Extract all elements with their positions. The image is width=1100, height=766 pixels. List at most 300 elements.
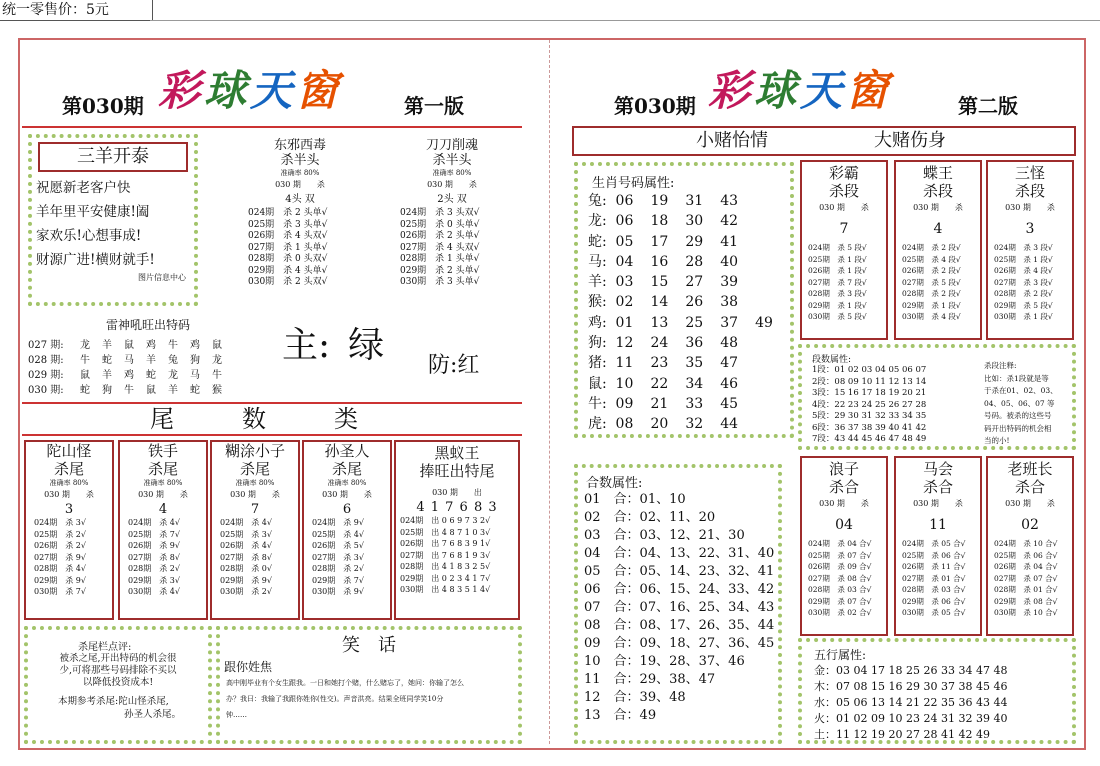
weishu-rule-bottom <box>22 434 522 436</box>
duan-period: 030 期 杀 <box>1005 203 1055 212</box>
duan-history-row: 029期 杀 1 段√ <box>808 300 867 310</box>
leishen-zodiac: 马 <box>124 355 134 366</box>
duan-history-row: 024期 杀 5 段√ <box>808 243 867 252</box>
zodiac-number <box>755 374 790 394</box>
zodiac-animal: 牛: <box>588 395 607 412</box>
zodiac-animal: 猴: <box>588 294 607 311</box>
tail-subtitle: 杀尾 <box>147 460 178 478</box>
zodiac-row <box>588 292 790 312</box>
tail-accuracy: 准确率 80% <box>235 479 275 487</box>
zodiac-number: 10 <box>615 375 634 392</box>
zodiac-number: 24 <box>650 335 669 352</box>
zodiac-number: 32 <box>685 416 704 433</box>
duan-history-row: 024期 杀 3 段√ <box>994 243 1053 252</box>
tail-title: 陀山怪 <box>46 442 92 460</box>
zodiac-number: 36 <box>685 335 704 352</box>
leishen-period: 028 期: <box>28 355 64 366</box>
leishen-zodiac: 鸡 <box>124 370 134 381</box>
duan-subtitle: 杀段 <box>828 182 859 200</box>
zodiac-number: 20 <box>650 416 669 433</box>
page2-edition: 第二版 <box>958 94 1018 118</box>
heiwang-title: 黑蚁王 <box>434 444 480 462</box>
tail-history-row: 028期 杀 4√ <box>34 564 86 573</box>
heji-row: 13 合：49 <box>584 708 657 723</box>
tail-title: 铁手 <box>147 442 178 460</box>
tail-accuracy: 准确率 80% <box>143 479 183 487</box>
he-history <box>988 538 1072 619</box>
tail-period: 030 期 杀 <box>322 490 372 499</box>
tail-history-row: 024期 杀 4√ <box>220 518 272 527</box>
tail-subtitle: 杀尾 <box>239 460 270 478</box>
he-history-row: 028期 杀 03 合√ <box>808 585 872 594</box>
duan-history-row: 025期 杀 1 段√ <box>808 254 867 264</box>
zodiac-animal: 兔: <box>588 193 607 209</box>
joke-box <box>216 626 522 744</box>
he-history-row: 028期 杀 01 合√ <box>994 585 1058 594</box>
leishen-period: 029 期: <box>28 370 64 381</box>
wuxing-box <box>798 638 1076 744</box>
zodiac-row <box>588 313 790 333</box>
zodiac-animal: 鼠: <box>588 375 607 392</box>
duan-column <box>986 160 1074 340</box>
zodiac-number: 02 <box>615 294 634 311</box>
he-history-row: 024期 杀 10 合√ <box>994 539 1058 548</box>
he-history <box>802 538 886 619</box>
tail-history <box>120 517 206 598</box>
tail-period: 030 期 杀 <box>230 490 280 499</box>
tail-history-row: 030期 杀 4√ <box>128 587 180 596</box>
zodiac-number <box>755 252 790 272</box>
tail-period: 030 期 杀 <box>44 490 94 499</box>
duan-column <box>800 160 888 340</box>
he-subtitle: 杀合 <box>828 478 859 496</box>
leishen-zodiac: 鼠 <box>80 370 90 381</box>
leishen-zodiac: 羊 <box>102 340 112 351</box>
zodiac-number: 49 <box>755 314 773 331</box>
zodiac-number <box>755 211 790 231</box>
heji-row: 05 合：05、14、23、32、41 <box>584 564 775 579</box>
tail-column <box>210 440 300 620</box>
zodiac-number: 26 <box>685 294 704 311</box>
main-color <box>282 326 384 366</box>
zodiac-number: 25 <box>685 314 704 331</box>
he-current: 11 <box>929 517 947 533</box>
duan-history-row: 030期 杀 4 段√ <box>902 312 961 321</box>
dongxie-title: 东邪西毒 <box>273 138 326 153</box>
he-history-row: 024期 杀 04 合√ <box>808 539 872 548</box>
fang-label: 防: <box>428 353 458 378</box>
leishen-zodiac: 鼠 <box>124 340 134 351</box>
zodiac-number: 45 <box>720 395 739 412</box>
zodiac-animal: 羊: <box>588 274 607 291</box>
tail-history-row: 024期 杀 3√ <box>34 518 86 527</box>
leishen-zodiac: 蛇 <box>146 370 156 381</box>
duan-history-row: 028期 杀 2 段√ <box>994 289 1053 298</box>
tail-history-row: 024期 杀 9√ <box>312 518 364 527</box>
he-history-row: 028期 杀 03 合√ <box>902 585 966 594</box>
leishen-row <box>28 383 238 398</box>
tail-history-row: 025期 杀 3√ <box>220 529 272 539</box>
he-subtitle: 杀合 <box>922 478 953 496</box>
zodiac-animal: 狗: <box>588 335 607 352</box>
tail-history-row: 029期 杀 9√ <box>34 575 86 585</box>
zodiac-number: 40 <box>720 253 739 270</box>
zodiac-number: 37 <box>720 314 739 331</box>
leishen-title: 雷神吼旺出特码 <box>105 318 190 332</box>
zodiac-number: 09 <box>615 395 634 412</box>
zodiac-number: 34 <box>685 375 704 392</box>
zodiac-number: 15 <box>650 274 669 291</box>
leishen-zodiac: 羊 <box>102 370 112 381</box>
duan-history-row: 026期 杀 4 段√ <box>994 266 1053 275</box>
duan-history-row: 030期 杀 1 段√ <box>994 312 1053 321</box>
duan-current: 3 <box>1025 221 1035 237</box>
tail-accuracy: 准确率 80% <box>327 479 367 487</box>
tail-history-row: 025期 杀 2√ <box>34 529 86 539</box>
sanyang-footer: 图片信息中心 <box>138 273 186 282</box>
dongxie-panel <box>240 138 360 289</box>
zodiac-animal: 鸡: <box>588 314 607 331</box>
slogan-bar <box>572 126 1076 156</box>
zodiac-row <box>588 353 790 373</box>
zodiac-number: 46 <box>720 375 739 392</box>
zodiac-number: 33 <box>685 395 704 412</box>
wuxing-rows: 金：03 04 17 18 25 26 33 34 47 48 木：07 08 15 16 29 30 37 38 45 46 水：05 06 13 14 21 22 35 36 43 44 火：01 02 09 10 23 24 31 32 39 40 土：11 12 19 20 27 28 41 42 49 <box>814 664 1008 741</box>
sanyang-lines: 祝愿新老客户快 羊年里平安健康!阖 家欢乐!心想事成! 财源广进!横财就手! <box>36 180 155 268</box>
leishen-zodiac: 牛 <box>212 370 222 381</box>
tail-history-row: 027期 杀 8√ <box>128 552 180 562</box>
zodiac-number: 12 <box>615 335 634 352</box>
zodiac-number: 17 <box>650 233 669 250</box>
zodiac-number: 16 <box>650 253 669 270</box>
heji-row: 07 合：07、16、25、34、43 <box>584 600 775 615</box>
zodiac-row <box>588 211 790 231</box>
zodiac-number: 04 <box>615 253 634 270</box>
leishen-zodiac: 龙 <box>168 370 178 381</box>
he-column <box>800 456 888 636</box>
page2-logo: 彩球天窗 <box>708 66 893 115</box>
dongxie-current: 4头 双 <box>285 194 315 205</box>
sanyang-box <box>28 134 198 306</box>
tail-subtitle: 杀尾 <box>53 460 84 478</box>
joke-text: 高中刚毕业有个女生跟我。一日和她打个赌，什么赌忘了，她问：你输了怎么 办？我曰：我输了我跟你姓你(性交)。声音洪亮。结果全班同学笑10分 钟…… <box>226 679 464 719</box>
duan-attr-box <box>798 344 1076 450</box>
he-history-row: 030期 杀 02 合√ <box>808 608 872 617</box>
tail-current: 6 <box>342 502 352 517</box>
zodiac-number: 01 <box>615 314 634 331</box>
he-history-row: 027期 杀 01 合√ <box>902 573 966 583</box>
heji-row: 06 合：06、15、24、33、42 <box>584 582 775 597</box>
zodiac-row <box>588 414 790 434</box>
zodiac-animal: 马: <box>588 253 607 270</box>
he-period: 030 期 杀 <box>819 499 869 508</box>
leishen-period: 030 期: <box>28 385 64 396</box>
main-value: 绿 <box>348 325 385 366</box>
duan-history-row: 029期 杀 1 段√ <box>902 300 961 310</box>
zodiac-number: 31 <box>685 193 704 209</box>
tail-current: 4 <box>158 502 168 517</box>
heji-row: 09 合：09、18、27、36、45 <box>584 636 775 651</box>
zodiac-row <box>588 394 790 414</box>
leishen-zodiac: 蛇 <box>102 355 112 366</box>
he-history <box>896 538 980 619</box>
daodao-title: 刀刀削魂 <box>425 138 478 153</box>
duan-history-row: 026期 杀 2 段√ <box>902 266 961 275</box>
leishen-zodiac: 鼠 <box>146 385 156 396</box>
duan-subtitle: 杀段 <box>1014 182 1045 200</box>
duan-attr-title: 段数属性: <box>812 355 852 365</box>
heiwang-current: 4 1 7 6 8 3 <box>416 500 498 515</box>
wuxing-title: 五行属性: <box>814 648 867 662</box>
zodiac-number: 21 <box>650 395 669 412</box>
zodiac-number: 39 <box>720 274 739 291</box>
tail-history-row: 024期 杀 4√ <box>128 518 180 527</box>
tail-accuracy: 准确率 80% <box>49 479 89 487</box>
he-period: 030 期 杀 <box>1005 499 1055 508</box>
zodiac-box <box>574 162 794 438</box>
tail-history-row: 027期 杀 3√ <box>312 552 364 562</box>
zodiac-number: 38 <box>720 294 739 311</box>
duan-column <box>894 160 982 340</box>
leishen-period: 027 期: <box>28 340 64 351</box>
retail-price: 统一零售价：5元 <box>0 0 153 21</box>
tail-column <box>24 440 114 620</box>
daodao-subtitle: 杀半头 <box>432 153 472 168</box>
tail-history-row: 025期 杀 7√ <box>128 529 180 539</box>
zodiac-number: 27 <box>685 274 704 291</box>
daodao-panel <box>392 138 512 289</box>
joke-subtitle: 跟你姓焦 <box>224 660 273 674</box>
tail-history <box>304 517 390 598</box>
zodiac-number: 11 <box>615 355 634 372</box>
zodiac-animal: 虎: <box>588 416 607 433</box>
leishen-zodiac: 牛 <box>124 385 134 396</box>
sanyang-title: 三羊开泰 <box>38 142 188 172</box>
zodiac-number: 41 <box>720 233 739 250</box>
fang-value: 红 <box>457 353 480 378</box>
duan-history-row: 029期 杀 5 段√ <box>994 300 1053 310</box>
daodao-accuracy: 准确率 80% <box>432 169 472 177</box>
he-title: 马会 <box>922 460 953 478</box>
zodiac-number: 03 <box>615 274 634 291</box>
tail-history <box>26 517 112 598</box>
dongxie-accuracy: 准确率 80% <box>280 169 320 177</box>
zodiac-number: 19 <box>650 193 669 209</box>
leishen-zodiac: 蛇 <box>190 385 200 396</box>
comment-title: 杀尾栏点评: <box>78 642 132 653</box>
zodiac-row <box>588 232 790 252</box>
heji-row: 10 合：19、28、37、46 <box>584 654 745 669</box>
zodiac-number <box>755 394 790 414</box>
zodiac-number <box>755 272 790 292</box>
duan-history-row: 027期 杀 3 段√ <box>994 277 1053 287</box>
page1-logo: 彩球天窗 <box>158 66 343 115</box>
dongxie-period: 030 期 杀 <box>275 180 325 189</box>
he-period: 030 期 杀 <box>913 499 963 508</box>
leishen-zodiac: 兔 <box>168 355 178 366</box>
tail-history-row: 028期 杀 0√ <box>220 564 272 573</box>
he-history-row: 026期 杀 09 合√ <box>808 562 872 571</box>
tail-title: 孙圣人 <box>324 442 370 460</box>
zodiac-number: 22 <box>650 375 669 392</box>
duan-title: 三怪 <box>1014 164 1045 182</box>
duan-current: 4 <box>933 221 943 237</box>
duan-history-row: 025期 杀 1 段√ <box>994 254 1053 264</box>
he-title: 老班长 <box>1007 460 1053 478</box>
slogan-left: 小赌怡情 <box>696 130 768 151</box>
heji-row: 12 合：39、48 <box>584 690 686 705</box>
zodiac-number: 14 <box>650 294 669 311</box>
he-history-row: 025期 杀 06 合√ <box>902 550 966 560</box>
zodiac-row <box>588 333 790 353</box>
he-column <box>894 456 982 636</box>
daodao-history: 024期 杀 3 头双√ 025期 杀 0 头单√ 026期 杀 2 头单√ 027期 杀 4 头双√ 028期 杀 1 头单√ 029期 杀 2 头单√ 030期 杀 3 头单√ <box>400 208 480 287</box>
heji-row: 04 合：04、13、22、31、40 <box>584 546 775 561</box>
zodiac-title: 生肖号码属性: <box>592 176 675 191</box>
tail-current: 7 <box>250 502 260 517</box>
leishen-zodiac: 羊 <box>146 355 156 366</box>
tail-column <box>118 440 208 620</box>
heji-box <box>574 464 782 744</box>
tail-history-row: 029期 杀 7√ <box>312 575 364 585</box>
he-history-row: 027期 杀 07 合√ <box>994 573 1058 583</box>
zodiac-number <box>755 414 790 434</box>
duan-history-row: 028期 杀 2 段√ <box>902 289 961 298</box>
zodiac-number <box>755 353 790 373</box>
tail-history-row: 026期 杀 4√ <box>220 541 272 550</box>
leishen-zodiac: 鼠 <box>212 340 222 351</box>
zodiac-number: 06 <box>615 193 634 209</box>
zodiac-number: 44 <box>720 416 739 433</box>
zodiac-number: 13 <box>650 314 669 331</box>
leishen-zodiac: 鸡 <box>190 340 200 351</box>
comment-reference: 本期参考杀尾:陀山怪杀尾, 孙圣人杀尾。 <box>58 696 182 720</box>
zodiac-animal: 蛇: <box>588 233 607 250</box>
leishen-row <box>28 368 238 383</box>
duan-history-row: 027期 杀 7 段√ <box>808 277 867 287</box>
leishen-zodiac: 龙 <box>80 340 90 351</box>
leishen-zodiac: 羊 <box>168 385 178 396</box>
duan-history-row: 025期 杀 4 段√ <box>902 254 961 264</box>
heji-row: 03 合：03、12、21、30 <box>584 528 745 543</box>
heji-row: 02 合：02、11、20 <box>584 510 716 525</box>
slogan-right: 大赌伤身 <box>874 130 946 151</box>
duan-title: 蝶王 <box>922 164 953 182</box>
he-history-row: 026期 杀 04 合√ <box>994 562 1058 571</box>
page2-period: 第030期 <box>614 94 696 118</box>
tail-history-row: 026期 杀 5√ <box>312 541 364 550</box>
duan-history-row: 024期 杀 2 段√ <box>902 243 961 252</box>
he-history-row: 026期 杀 11 合√ <box>902 562 966 571</box>
he-subtitle: 杀合 <box>1014 478 1045 496</box>
he-history-row: 027期 杀 08 合√ <box>808 573 872 583</box>
leishen-zodiac: 牛 <box>80 355 90 366</box>
tail-history-row: 028期 杀 2√ <box>128 564 180 573</box>
tail-history-row: 027期 杀 8√ <box>220 552 272 562</box>
zodiac-number: 08 <box>615 416 634 433</box>
he-history-row: 029期 杀 06 合√ <box>902 596 966 606</box>
tail-history-row: 026期 杀 2√ <box>34 541 86 550</box>
zodiac-number: 30 <box>685 213 704 230</box>
he-history-row: 030期 杀 10 合√ <box>994 608 1058 617</box>
tail-history-row: 030期 杀 2√ <box>220 587 272 596</box>
duan-period: 030 期 杀 <box>913 203 963 212</box>
tail-column <box>302 440 392 620</box>
duan-subtitle: 杀段 <box>922 182 953 200</box>
dongxie-subtitle: 杀半头 <box>280 153 320 168</box>
duan-history-row: 028期 杀 3 段√ <box>808 289 867 298</box>
comment-lines: 被杀之尾,开出特码的机会很 少,可将那些号码排除不买以 以降低投资成本! <box>59 653 177 688</box>
heiwang-subtitle: 捧旺出特尾 <box>419 462 495 480</box>
tail-history-row: 030期 杀 9√ <box>312 587 364 596</box>
zodiac-number <box>755 191 790 211</box>
heiwang-period: 030 期 出 <box>432 488 482 497</box>
heiwang-history: 024期 出 0 6 9 7 3 2√ 025期 出 4 8 7 1 0 3√ 026期 出 7 6 8 3 9 1√ 027期 出 7 6 8 1 9 3√ 028期 出 4 1 8 3 2 5√ 029期 出 0 2 3 4 1 7√ 030期 出 4 8 3 5 1 4√ <box>400 516 491 594</box>
he-column <box>986 456 1074 636</box>
duan-history-row: 027期 杀 5 段√ <box>902 277 961 287</box>
duan-history <box>802 242 886 323</box>
zodiac-number: 47 <box>720 355 739 372</box>
duan-title: 彩霸 <box>828 164 859 182</box>
leishen-zodiac: 马 <box>190 370 200 381</box>
tail-history-row: 027期 杀 9√ <box>34 552 86 562</box>
top-rule <box>150 20 1100 21</box>
page1-period: 第030期 <box>62 94 144 118</box>
zodiac-row <box>588 252 790 272</box>
zodiac-number <box>755 333 790 353</box>
tail-history-row: 029期 杀 9√ <box>220 575 272 585</box>
leishen-panel <box>28 316 238 402</box>
duan-attr-rows: 1段：01 02 03 04 05 06 07 2段：08 09 10 11 12 13 14 3段：15 16 17 18 19 20 21 4段：22 23 24 25 26 27 28 5段：29 30 31 32 33 34 35 6段：36 37 38 39 40 41 42 7段：43 44 45 46 47 48 49 <box>812 365 927 444</box>
zodiac-number: 42 <box>720 213 739 230</box>
he-history-row: 029期 杀 08 合√ <box>994 596 1058 606</box>
leishen-rows <box>28 338 238 398</box>
he-title: 浪子 <box>828 460 859 478</box>
duan-current: 7 <box>839 221 849 237</box>
leishen-zodiac: 猴 <box>212 385 222 396</box>
tail-history-row: 028期 杀 2√ <box>312 564 364 573</box>
zodiac-number: 18 <box>650 213 669 230</box>
he-current: 02 <box>1021 517 1039 533</box>
leishen-row <box>28 338 238 353</box>
zodiac-number <box>755 292 790 312</box>
comment-box <box>24 626 212 744</box>
he-history-row: 030期 杀 05 合√ <box>902 608 966 617</box>
joke-title: 笑 话 <box>342 635 396 656</box>
zodiac-number <box>755 232 790 252</box>
main-label: 主: <box>282 325 331 366</box>
tail-history-row: 025期 杀 4√ <box>312 529 364 539</box>
zodiac-row <box>588 272 790 292</box>
tail-period: 030 期 杀 <box>138 490 188 499</box>
tail-history-row: 030期 杀 7√ <box>34 587 86 596</box>
page1-edition: 第一版 <box>404 94 464 118</box>
he-history-row: 024期 杀 05 合√ <box>902 539 966 548</box>
zodiac-number: 48 <box>720 335 739 352</box>
heji-row: 08 合：08、17、26、35、44 <box>584 618 775 633</box>
zodiac-number: 06 <box>615 213 634 230</box>
zodiac-row <box>588 374 790 394</box>
leishen-zodiac: 狗 <box>102 385 112 396</box>
zodiac-number: 23 <box>650 355 669 372</box>
page1-header-rule <box>22 126 522 128</box>
zodiac-number: 05 <box>615 233 634 250</box>
zodiac-row <box>588 191 790 211</box>
heji-row: 01 合：01、10 <box>584 492 686 507</box>
daodao-period: 030 期 杀 <box>427 180 477 189</box>
center-fold <box>549 40 550 744</box>
leishen-zodiac: 蛇 <box>80 385 90 396</box>
